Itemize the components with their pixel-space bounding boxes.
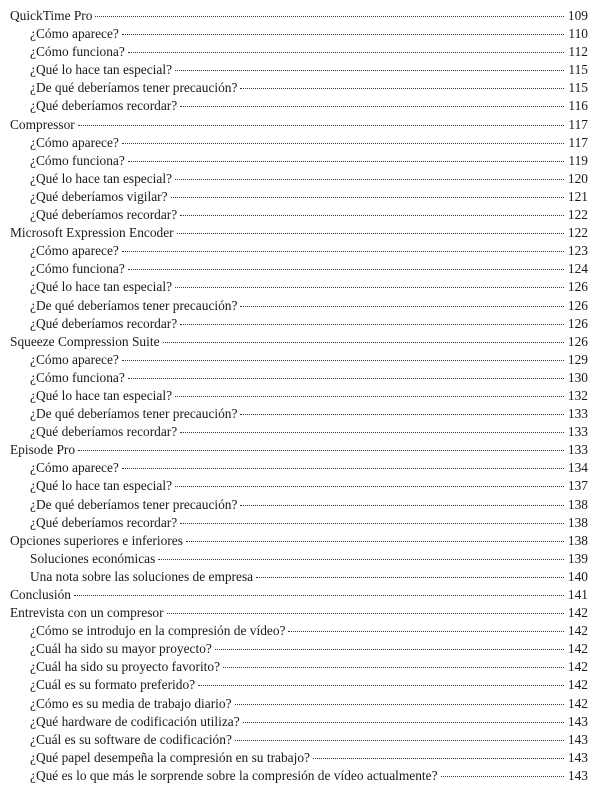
toc-entry-page: 119 (568, 152, 588, 168)
toc-entry (10, 550, 588, 568)
toc-entry (10, 61, 588, 79)
toc-entry (10, 695, 588, 713)
toc-entry-title: Opciones superiores e inferiores (10, 532, 183, 548)
toc-entry-page: 115 (568, 62, 588, 78)
toc-entry (10, 514, 588, 532)
toc-entry (10, 441, 588, 459)
dot-leader (180, 521, 564, 524)
toc-entry-title: Episode Pro (10, 442, 76, 458)
toc-entry (10, 640, 588, 658)
toc-entry-title: Una nota sobre las soluciones de empresa (30, 568, 254, 584)
toc-entry-page: 122 (567, 225, 588, 241)
toc-entry (10, 152, 588, 170)
toc-entry (10, 423, 588, 441)
toc-entry-page: 132 (567, 387, 588, 403)
toc-entry-page: 130 (567, 369, 588, 385)
dot-leader (240, 304, 564, 307)
toc-entry-page: 141 (567, 587, 588, 602)
toc-entry-title: ¿Cómo aparece? (30, 351, 119, 367)
toc-entry (10, 477, 588, 495)
toc-entry-title: ¿Qué es lo que más le sorprende sobre la compresión de vídeo actualmente? (30, 767, 438, 783)
toc-entry-title: ¿Cómo aparece? (30, 460, 119, 476)
dot-leader (175, 68, 564, 71)
toc-entry-page: 112 (568, 44, 588, 60)
toc-entry (10, 116, 588, 134)
dot-leader (128, 159, 564, 162)
toc-entry-title: ¿Cómo aparece? (30, 134, 119, 150)
dot-leader (177, 231, 564, 234)
toc-entry (10, 713, 588, 731)
toc-entry-page: 120 (567, 170, 588, 186)
toc-entry-title: ¿De qué deberíamos tener precaución? (30, 80, 238, 96)
toc-entry-title: ¿Cómo se introdujo en la compresión de vídeo? (30, 623, 286, 639)
dot-leader (128, 267, 564, 270)
toc-entry (10, 532, 588, 550)
dot-leader (240, 503, 564, 506)
dot-leader (78, 448, 564, 451)
toc-entry (10, 224, 588, 242)
toc-entry-page: 143 (567, 749, 588, 765)
toc-entry-title: Conclusión (10, 587, 72, 602)
toc-entry-title: ¿Cuál es su formato preferido? (30, 677, 196, 693)
toc-entry-page: 126 (567, 297, 588, 313)
toc-entry (10, 170, 588, 188)
toc-entry-page: 133 (567, 406, 588, 422)
toc-entry-page: 138 (567, 514, 588, 530)
toc-entry-page: 133 (567, 424, 588, 440)
dot-leader (180, 213, 564, 216)
dot-leader (78, 123, 564, 126)
toc-entry-title: ¿Cómo funciona? (30, 44, 125, 60)
toc-entry-title: ¿Qué hardware de codificación utiliza? (30, 713, 240, 729)
toc-entry-title: ¿Cómo aparece? (30, 26, 119, 42)
toc-entry-page: 137 (567, 478, 588, 494)
toc-entry-title: ¿Cómo aparece? (30, 243, 119, 259)
toc-entry-title: ¿Qué deberíamos vigilar? (30, 188, 168, 204)
dot-leader (74, 593, 564, 596)
toc-entry (10, 7, 588, 25)
dot-leader (186, 539, 564, 542)
toc-entry-title: ¿Qué deberíamos recordar? (30, 514, 178, 530)
toc-entry-page: 110 (568, 26, 588, 42)
toc-entry-title: ¿De qué deberíamos tener precaución? (30, 496, 238, 512)
toc-entry-page: 142 (567, 677, 588, 693)
toc-entry-page: 138 (567, 532, 588, 548)
dot-leader (163, 340, 564, 343)
toc-entry-title: ¿Cuál ha sido su proyecto favorito? (30, 659, 221, 675)
toc-entry-page: 142 (567, 623, 588, 639)
toc-entry-title: Squeeze Compression Suite (10, 333, 160, 349)
toc-entry-title: Compressor (10, 116, 75, 132)
dot-leader (223, 665, 564, 668)
toc-entry-title: ¿Qué lo hace tan especial? (30, 170, 173, 186)
toc-entry-title: ¿Cómo funciona? (30, 369, 125, 385)
toc-entry (10, 25, 588, 43)
toc-entry (10, 333, 588, 351)
dot-leader (128, 376, 564, 379)
toc-entry-page: 123 (567, 243, 588, 259)
dot-leader (122, 141, 564, 144)
dot-leader (95, 14, 564, 17)
dot-leader (122, 466, 564, 469)
dot-leader (175, 285, 564, 288)
toc-entry (10, 97, 588, 115)
toc-entry-page: 139 (567, 550, 588, 566)
toc-entry-title: QuickTime Pro (10, 8, 93, 23)
toc-entry-page: 133 (567, 442, 588, 458)
toc-entry-page: 138 (567, 496, 588, 512)
toc-entry (10, 731, 588, 749)
toc-entry-page: 142 (567, 641, 588, 657)
toc-entry-title: Soluciones económicas (30, 550, 156, 566)
toc-entry-page: 117 (568, 134, 588, 150)
toc-entry-title: ¿Qué lo hace tan especial? (30, 478, 173, 494)
toc-entry-title: ¿Cómo funciona? (30, 261, 125, 277)
toc-entry-title: ¿Qué lo hace tan especial? (30, 387, 173, 403)
toc-entry (10, 459, 588, 477)
toc-entry (10, 351, 588, 369)
dot-leader (122, 249, 564, 252)
toc-entry-page: 142 (567, 695, 588, 711)
dot-leader (313, 756, 564, 759)
dot-leader (243, 720, 564, 723)
dot-leader (175, 394, 564, 397)
dot-leader (180, 430, 564, 433)
dot-leader (122, 358, 564, 361)
toc-entry-title: ¿Cómo funciona? (30, 152, 125, 168)
toc-entry-page: 143 (567, 713, 588, 729)
toc-entry (10, 369, 588, 387)
toc-entry-title: ¿Cuál ha sido su mayor proyecto? (30, 641, 212, 657)
toc-entry (10, 387, 588, 405)
toc-entry-page: 124 (567, 261, 588, 277)
dot-leader (240, 412, 564, 415)
toc-entry (10, 134, 588, 152)
toc-entry-title: ¿Qué deberíamos recordar? (30, 98, 178, 114)
dot-leader (128, 50, 564, 53)
toc-entry-page: 142 (567, 659, 588, 675)
dot-leader (215, 647, 564, 650)
toc-entry (10, 586, 588, 604)
toc-entry-page: 140 (567, 568, 588, 584)
toc-entry-page: 142 (567, 605, 588, 621)
toc-entry (10, 260, 588, 278)
toc-entry-page: 121 (567, 188, 588, 204)
toc-entry (10, 297, 588, 315)
toc-entry (10, 206, 588, 224)
dot-leader (180, 104, 564, 107)
toc-entry-page: 115 (568, 80, 588, 96)
toc-entry-title: Entrevista con un compresor (10, 605, 164, 621)
dot-leader (235, 702, 564, 705)
toc-entry (10, 658, 588, 676)
dot-leader (158, 557, 564, 560)
toc-entry-page: 116 (568, 98, 588, 114)
toc-entry-title: ¿Qué deberíamos recordar? (30, 207, 178, 223)
toc-entry (10, 767, 588, 785)
dot-leader (198, 683, 564, 686)
dot-leader (122, 32, 564, 35)
toc-entry-page: 126 (567, 315, 588, 331)
dot-leader (175, 177, 564, 180)
toc-entry (10, 622, 588, 640)
toc-entry-title: ¿Qué lo hace tan especial? (30, 279, 173, 295)
toc-entry-title: ¿Qué deberíamos recordar? (30, 315, 178, 331)
toc-entry-title: Microsoft Expression Encoder (10, 225, 174, 241)
toc-entry-title: ¿Cómo es su media de trabajo diario? (30, 695, 232, 711)
toc-entry-title: ¿De qué deberíamos tener precaución? (30, 297, 238, 313)
toc-entry (10, 405, 588, 423)
toc-entry-page: 122 (567, 207, 588, 223)
toc-entry (10, 278, 588, 296)
toc-entry-page: 143 (567, 731, 588, 747)
dot-leader (288, 629, 564, 632)
toc-entry (10, 749, 588, 767)
toc-entry-page: 134 (567, 460, 588, 476)
toc-entry (10, 315, 588, 333)
dot-leader (235, 738, 564, 741)
toc-entry-page: 126 (567, 279, 588, 295)
dot-leader (180, 322, 564, 325)
table-of-contents (10, 7, 588, 785)
toc-entry-page: 109 (567, 8, 588, 23)
dot-leader (256, 575, 564, 578)
toc-entry (10, 568, 588, 586)
toc-entry (10, 676, 588, 694)
toc-entry-title: ¿De qué deberíamos tener precaución? (30, 406, 238, 422)
dot-leader (175, 484, 564, 487)
toc-entry-page: 143 (567, 767, 588, 783)
toc-entry (10, 242, 588, 260)
toc-entry-title: ¿Cuál es su software de codificación? (30, 731, 232, 747)
toc-entry (10, 496, 588, 514)
dot-leader (171, 195, 564, 198)
dot-leader (441, 774, 564, 777)
toc-entry-title: ¿Qué papel desempeña la compresión en su trabajo? (30, 749, 310, 765)
dot-leader (167, 611, 564, 614)
toc-entry (10, 188, 588, 206)
toc-entry-title: ¿Qué deberíamos recordar? (30, 424, 178, 440)
toc-entry (10, 604, 588, 622)
toc-entry-title: ¿Qué lo hace tan especial? (30, 62, 173, 78)
toc-entry-page: 129 (567, 351, 588, 367)
toc-entry-page: 117 (568, 116, 588, 132)
toc-entry-page: 126 (567, 333, 588, 349)
toc-entry (10, 79, 588, 97)
dot-leader (240, 86, 564, 89)
toc-entry (10, 43, 588, 61)
